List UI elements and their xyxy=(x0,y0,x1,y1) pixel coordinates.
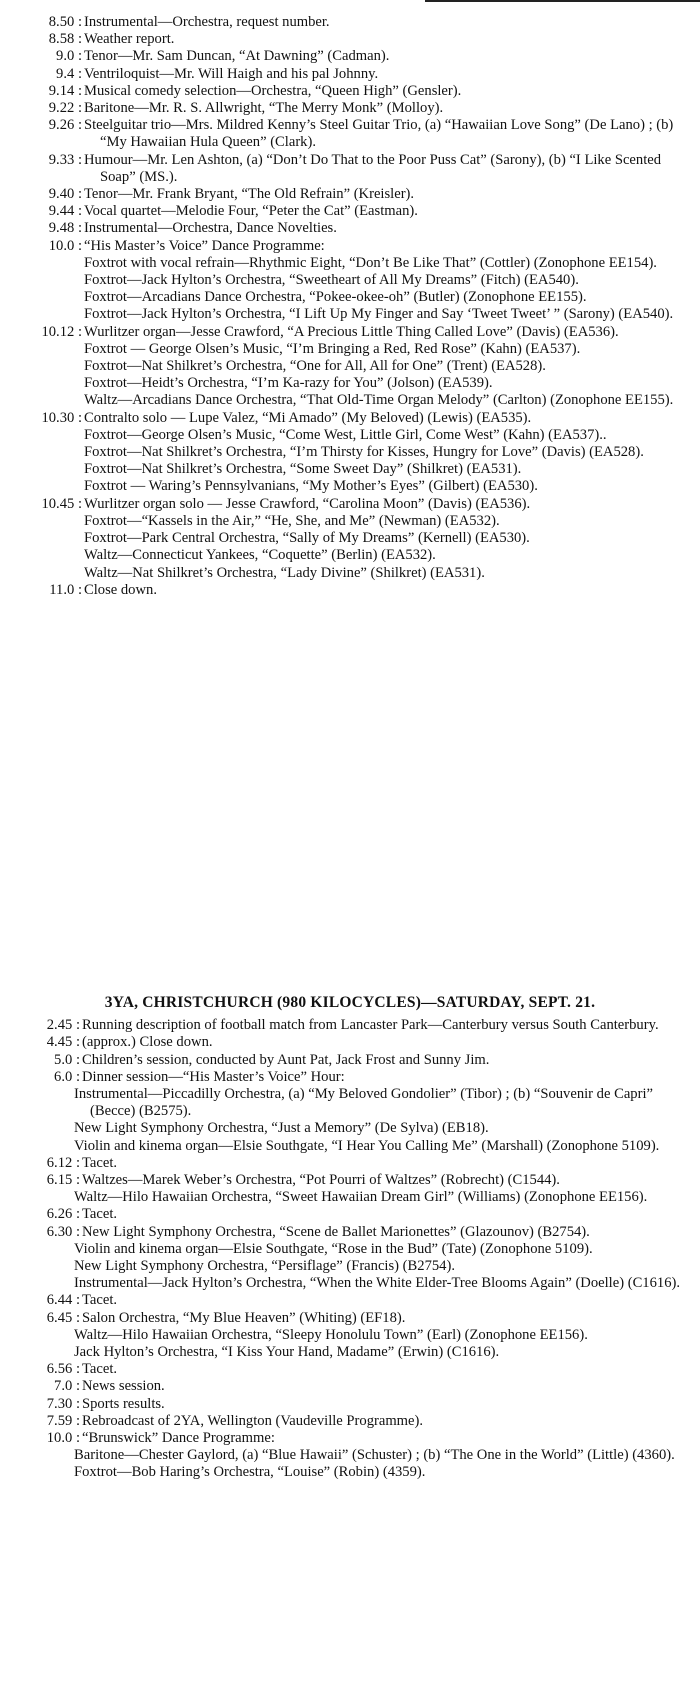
programme-entry xyxy=(0,1292,700,1309)
entry-time: 6.44 : xyxy=(46,1292,80,1309)
entry-text: Sports results. xyxy=(82,1395,165,1412)
station-heading: 3YA, CHRISTCHURCH (980 KILOCYCLES)—SATURDAY, SEPT. 21. xyxy=(104,994,596,1011)
programme-sub-entry: Foxtrot—Arcadians Dance Orchestra, “Pokee-okee-oh” (Butler) (Zonophone EE155). xyxy=(84,289,587,306)
entry-text: Tacet. xyxy=(82,1206,118,1223)
programme-entry xyxy=(0,1310,700,1327)
programme-sub-entry: Waltz—Hilo Hawaiian Orchestra, “Sleepy Honolulu Town” (Earl) (Zonophone EE156). xyxy=(74,1326,588,1343)
entry-text: New Light Symphony Orchestra, “Scene de Ballet Marionettes” (Glazounov) (B2754). xyxy=(82,1223,590,1240)
entry-time: 10.45 : xyxy=(41,495,82,512)
entry-text: Children’s session, conducted by Aunt Pat, Jack Frost and Sunny Jim. xyxy=(82,1051,490,1068)
programme-entry xyxy=(0,152,700,186)
entry-text: Tacet. xyxy=(82,1361,118,1378)
programme-entry xyxy=(0,31,700,48)
programme-sub-entry: Foxtrot with vocal refrain—Rhythmic Eight, “Don’t Be Like That” (Cottler) (Zonophone EE154). xyxy=(84,254,657,271)
entry-time: 9.33 : xyxy=(48,151,82,168)
entry-text: “Brunswick” Dance Programme: xyxy=(82,1430,275,1447)
programme-sub-entry: Foxtrot — Waring’s Pennsylvanians, “My Mother’s Eyes” (Gilbert) (EA530). xyxy=(84,478,538,495)
programme-entry xyxy=(0,66,700,83)
entry-time: 10.0 : xyxy=(48,237,82,254)
entry-time: 7.59 : xyxy=(46,1412,80,1429)
entry-time: 9.44 : xyxy=(48,203,82,220)
entry-time: 9.4 : xyxy=(56,65,82,82)
programme-sub-entry: Foxtrot — George Olsen’s Music, “I’m Bringing a Red, Red Rose” (Kahn) (EA537). xyxy=(84,340,581,357)
entry-text: Humour—Mr. Len Ashton, (a) “Don’t Do That to the Poor Puss Cat” (Sarony), (b) “I Like Scented Soap” (MS.). xyxy=(84,151,662,185)
entry-time: 6.12 : xyxy=(46,1154,80,1171)
programme-entry xyxy=(0,1155,700,1172)
programme-entry xyxy=(0,1413,700,1430)
entry-time: 8.58 : xyxy=(48,31,82,48)
programme-entry xyxy=(0,496,700,513)
programme-entry xyxy=(0,324,700,341)
programme-sub-entry: Foxtrot—Nat Shilkret’s Orchestra, “One for All, All for One” (Trent) (EA528). xyxy=(84,358,546,375)
entry-time: 2.45 : xyxy=(46,1017,80,1034)
entry-time: 9.40 : xyxy=(48,186,82,203)
entry-text: News session. xyxy=(82,1378,165,1395)
entry-text: (approx.) Close down. xyxy=(82,1034,213,1051)
programme-sub-entry: Instrumental—Piccadilly Orchestra, (a) “My Beloved Gondolier” (Tibor) ; (b) “Souvenir de Capri” (Becce) (B2575). xyxy=(74,1086,653,1120)
programme-entry xyxy=(0,220,700,237)
entry-time: 6.15 : xyxy=(46,1172,80,1189)
programme-entry xyxy=(0,14,700,31)
programme-section-3ya xyxy=(0,986,700,1482)
entry-time: 9.14 : xyxy=(48,82,82,99)
entry-time: 9.26 : xyxy=(48,117,82,134)
programme-sub-entry: Jack Hylton’s Orchestra, “I Kiss Your Hand, Madame” (Erwin) (C1616). xyxy=(74,1344,500,1361)
programme-sub-entry: Waltz—Arcadians Dance Orchestra, “That Old-Time Organ Melody” (Carlton) (Zonophone EE155). xyxy=(84,392,674,409)
entry-text: Waltzes—Marek Weber’s Orchestra, “Pot Pourri of Waltzes” (Robrecht) (C1544). xyxy=(82,1172,560,1189)
programme-sub-entry: Foxtrot—George Olsen’s Music, “Come West, Little Girl, Come West” (Kahn) (EA537).. xyxy=(84,426,607,443)
programme-entry xyxy=(0,582,700,599)
entry-text: Steelguitar trio—Mrs. Mildred Kenny’s Steel Guitar Trio, (a) “Hawaiian Love Song” (De Lano) ; (b) “My Hawaiian Hula Queen” (Clark). xyxy=(84,117,674,151)
entry-text: Instrumental—Orchestra, Dance Novelties. xyxy=(84,220,337,237)
entry-time: 8.50 : xyxy=(48,14,82,30)
entry-time: 10.0 : xyxy=(46,1430,80,1447)
programme-sub-entry: Baritone—Chester Gaylord, (a) “Blue Hawaii” (Schuster) ; (b) “The One in the World” (Little) (4360). xyxy=(74,1447,675,1464)
entry-text: Running description of football match from Lancaster Park—Canterbury versus South Canterbury. xyxy=(82,1017,659,1034)
programme-sub-entry: Waltz—Nat Shilkret’s Orchestra, “Lady Divine” (Shilkret) (EA531). xyxy=(84,564,485,581)
programme-sub-entry: Foxtrot—Bob Haring’s Orchestra, “Louise” (Robin) (4359). xyxy=(74,1464,426,1481)
entry-text: Vocal quartet—Melodie Four, “Peter the Cat” (Eastman). xyxy=(84,203,418,220)
programme-entry xyxy=(0,186,700,203)
entry-text: Contralto solo — Lupe Valez, “Mi Amado” (My Beloved) (Lewis) (EA535). xyxy=(84,409,532,426)
programme-entry xyxy=(0,1224,700,1241)
entry-text: Wurlitzer organ solo — Jesse Crawford, “Carolina Moon” (Davis) (EA536). xyxy=(84,495,531,512)
programme-entry xyxy=(0,1069,700,1086)
programme-entry xyxy=(0,83,700,100)
programme-entry xyxy=(0,1361,700,1378)
programme-entry xyxy=(0,1052,700,1069)
entry-text: Instrumental—Orchestra, request number. xyxy=(84,14,330,30)
entry-time: 9.22 : xyxy=(48,100,82,117)
programme-sub-entry: New Light Symphony Orchestra, “Persiflage” (Francis) (B2754). xyxy=(74,1258,455,1275)
programme-sub-entry: Foxtrot—Jack Hylton’s Orchestra, “Sweetheart of All My Dreams” (Fitch) (EA540). xyxy=(84,272,579,289)
entry-text: Wurlitzer organ—Jesse Crawford, “A Precious Little Thing Called Love” (Davis) (EA536). xyxy=(84,323,619,340)
entry-text: Close down. xyxy=(84,581,157,598)
programme-entry xyxy=(0,1430,700,1447)
programme-sub-entry: Foxtrot—Nat Shilkret’s Orchestra, “Some Sweet Day” (Shilkret) (EA531). xyxy=(84,461,522,478)
programme-entry xyxy=(0,1206,700,1223)
programme-list xyxy=(0,1017,700,1481)
top-rule xyxy=(425,0,700,2)
programme-entry xyxy=(0,1017,700,1034)
entry-time: 7.30 : xyxy=(46,1395,80,1412)
programme-entry xyxy=(0,1172,700,1189)
programme-entry xyxy=(0,48,700,65)
entry-text: Ventriloquist—Mr. Will Haigh and his pal Johnny. xyxy=(84,65,379,82)
entry-time: 6.0 : xyxy=(54,1068,80,1085)
entry-time: 10.30 : xyxy=(41,409,82,426)
programme-sub-entry: Violin and kinema organ—Elsie Southgate, “Rose in the Bud” (Tate) (Zonophone 5109). xyxy=(74,1240,593,1257)
entry-text: Musical comedy selection—Orchestra, “Queen High” (Gensler). xyxy=(84,82,462,99)
programme-sub-entry: Waltz—Connecticut Yankees, “Coquette” (Berlin) (EA532). xyxy=(84,547,436,564)
programme-section-2ya xyxy=(0,14,700,599)
entry-text: Rebroadcast of 2YA, Wellington (Vaudeville Programme). xyxy=(82,1412,424,1429)
entry-time: 11.0 : xyxy=(49,581,82,598)
programme-sub-entry: Foxtrot—Nat Shilkret’s Orchestra, “I’m Thirsty for Kisses, Hungry for Love” (Davis) (EA528). xyxy=(84,444,644,461)
programme-entry xyxy=(0,410,700,427)
entry-time: 6.45 : xyxy=(46,1309,80,1326)
entry-text: Tacet. xyxy=(82,1292,118,1309)
programme-sub-entry: New Light Symphony Orchestra, “Just a Memory” (De Sylva) (EB18). xyxy=(74,1120,489,1137)
entry-time: 4.45 : xyxy=(46,1034,80,1051)
programme-sub-entry: Foxtrot—Jack Hylton’s Orchestra, “I Lift Up My Finger and Say ‘Tweet Tweet’ ” (Sarony) (EA540). xyxy=(84,306,674,323)
programme-sub-entry: Foxtrot—“Kassels in the Air,” “He, She, and Me” (Newman) (EA532). xyxy=(84,512,500,529)
entry-text: Salon Orchestra, “My Blue Heaven” (Whiting) (EF18). xyxy=(82,1309,406,1326)
entry-time: 9.0 : xyxy=(56,48,82,65)
programme-sub-entry: Foxtrot—Park Central Orchestra, “Sally of My Dreams” (Kernell) (EA530). xyxy=(84,530,530,547)
entry-text: Weather report. xyxy=(84,31,175,48)
entry-time: 6.30 : xyxy=(46,1223,80,1240)
programme-entry xyxy=(0,238,700,255)
entry-time: 10.12 : xyxy=(41,323,82,340)
programme-entry xyxy=(0,100,700,117)
entry-text: “His Master’s Voice” Dance Programme: xyxy=(84,237,325,254)
programme-entry xyxy=(0,1034,700,1051)
programme-sub-entry: Foxtrot—Heidt’s Orchestra, “I’m Ka-razy for You” (Jolson) (EA539). xyxy=(84,375,493,392)
programme-sub-entry: Instrumental—Jack Hylton’s Orchestra, “When the White Elder-Tree Blooms Again” (Doelle) (C1616). xyxy=(74,1275,681,1292)
entry-time: 6.56 : xyxy=(46,1361,80,1378)
entry-time: 9.48 : xyxy=(48,220,82,237)
programme-entry xyxy=(0,203,700,220)
programme-sub-entry: Waltz—Hilo Hawaiian Orchestra, “Sweet Hawaiian Dream Girl” (Williams) (Zonophone EE156). xyxy=(74,1189,648,1206)
entry-text: Baritone—Mr. R. S. Allwright, “The Merry Monk” (Molloy). xyxy=(84,100,444,117)
entry-time: 5.0 : xyxy=(54,1051,80,1068)
programme-sub-entry: Violin and kinema organ—Elsie Southgate, “I Hear You Calling Me” (Marshall) (Zonophone 5109). xyxy=(74,1137,660,1154)
entry-text: Tenor—Mr. Sam Duncan, “At Dawning” (Cadman). xyxy=(84,48,390,65)
programme-entry xyxy=(0,1396,700,1413)
entry-time: 6.26 : xyxy=(46,1206,80,1223)
programme-entry xyxy=(0,117,700,151)
entry-text: Tenor—Mr. Frank Bryant, “The Old Refrain” (Kreisler). xyxy=(84,186,415,203)
entry-text: Tacet. xyxy=(82,1154,118,1171)
entry-time: 7.0 : xyxy=(54,1378,80,1395)
programme-entry xyxy=(0,1378,700,1395)
entry-text: Dinner session—“His Master’s Voice” Hour: xyxy=(82,1068,345,1085)
